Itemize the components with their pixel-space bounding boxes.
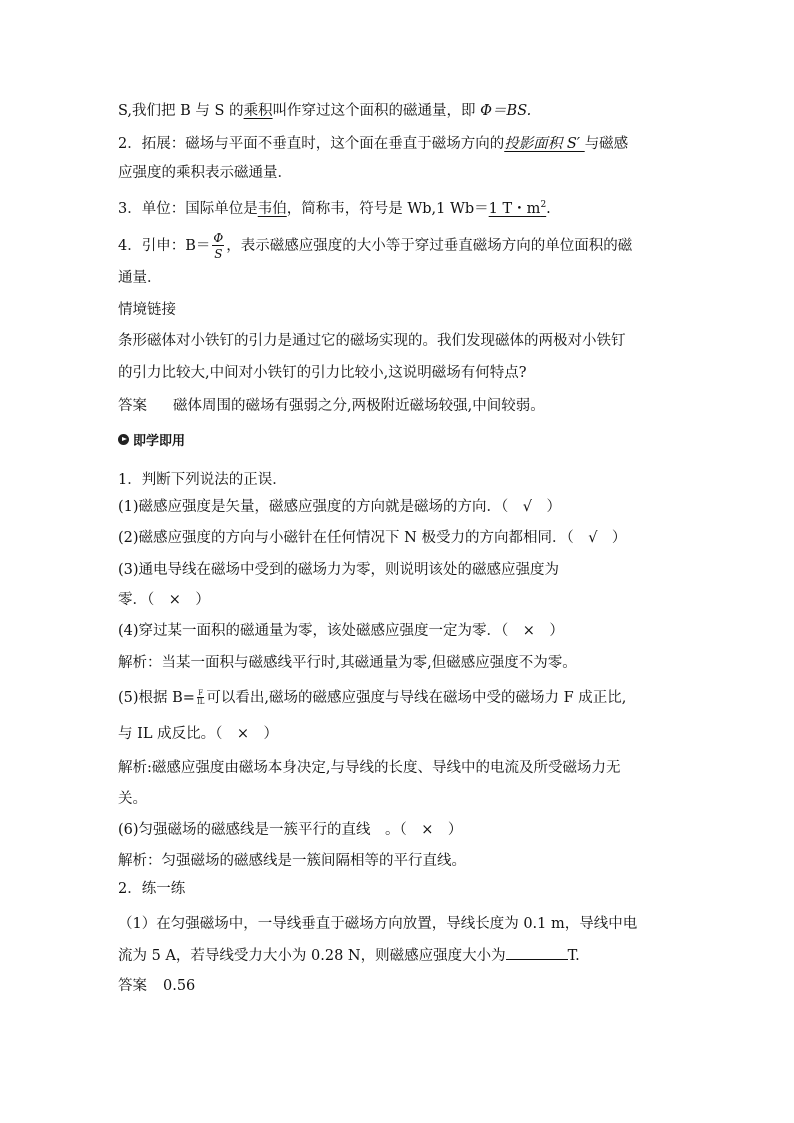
- answer-blank: [506, 945, 568, 960]
- exercise-2-title: 2．练一练: [118, 881, 186, 897]
- unit-text: 1 T・m: [488, 200, 541, 217]
- context-question-line-1: 条形磁体对小铁钉的引力是通过它的磁场实现的。我们发现磁体的两极对小铁钉: [118, 333, 626, 349]
- unit-exponent: 2: [540, 200, 547, 210]
- fraction-denominator: IL: [196, 698, 205, 706]
- item-2-continuation: [118, 163, 680, 183]
- fraction-phi-over-s: [212, 232, 224, 260]
- statement-5-analysis-line-2: 关。: [118, 791, 147, 807]
- item-3-unit: [118, 195, 680, 219]
- answer-value: 0.56: [163, 978, 196, 994]
- context-title: 情境链接: [118, 302, 176, 318]
- fraction-numerator: Φ: [213, 231, 224, 245]
- blank-answer-unit: [489, 201, 547, 217]
- flux-definition-line: [118, 101, 680, 121]
- statement-6: (6)匀强磁场的磁感线是一簇平行的直线 。（ × ）: [118, 822, 463, 838]
- text-run: 4．引申：B＝: [118, 238, 211, 254]
- text-run: 2．拓展：磁场与平面不垂直时，这个面在垂直于磁场方向的: [118, 136, 505, 152]
- text-run: (5)根据 B=: [118, 690, 195, 706]
- answer-label: 答案: [118, 398, 147, 414]
- blank-answer-product: 乘积: [243, 103, 273, 119]
- statement-5-analysis-line-1: 解析:磁感应强度由磁场本身决定,与导线的长度、导线中的电流及所受磁场力无: [118, 760, 621, 776]
- item-4-continuation: [118, 268, 680, 288]
- statement-1: (1)磁感应强度是矢量，磁感应强度的方向就是磁场的方向．（ √ ）: [118, 499, 562, 515]
- text-run: T.: [567, 948, 580, 964]
- text-run: 3．单位：国际单位是: [118, 200, 258, 217]
- text-run: 通量．: [118, 270, 162, 286]
- statement-4: (4)穿过某一面积的磁通量为零，该处磁感应强度一定为零．（ × ）: [118, 623, 564, 639]
- text-run: 可以看出,磁场的磁感应强度与导线在磁场中受的磁场力 F 成正比,: [206, 690, 627, 706]
- blank-answer-projection-area: 投影面积 S′: [504, 136, 585, 152]
- section-header-practice: [118, 430, 185, 449]
- text-run: .: [546, 200, 551, 217]
- context-question-line-2: 的引力比较大,中间对小铁钉的引力比较小,这说明磁场有何特点?: [118, 365, 527, 381]
- text-run: 叫作穿过这个面积的磁通量，即: [272, 103, 481, 119]
- statement-2: (2)磁感应强度的方向与小磁针在任何情况下 N 极受力的方向都相同．（ √ ）: [118, 530, 627, 546]
- text-run: ，简称韦，符号是 Wb,1 Wb＝: [286, 200, 489, 217]
- statement-6-analysis: 解析：匀强磁场的磁感线是一簇间隔相等的平行直线。: [118, 853, 466, 869]
- item-4-extension: [118, 232, 680, 260]
- item-2-extension: [118, 134, 680, 154]
- section-title: 即学即用: [133, 434, 186, 449]
- blank-answer-weber: 韦伯: [257, 200, 287, 217]
- flux-formula: Φ＝BS.: [480, 103, 532, 119]
- fraction-f-over-il: [197, 690, 204, 706]
- text-run: S,我们把 B 与 S 的: [118, 103, 244, 119]
- text-run: 与磁感: [584, 136, 629, 152]
- play-bullet-icon: [118, 434, 129, 445]
- exercise-2-answer: [118, 976, 680, 996]
- fraction-denominator: S: [214, 247, 223, 261]
- statement-4-analysis: 解析：当某一面积与磁感线平行时,其磁通量为零,但磁感应强度不为零。: [118, 655, 577, 671]
- context-answer: [118, 396, 680, 416]
- exercise-2-question-line-1: （1）在匀强磁场中，一导线垂直于磁场方向放置，导线长度为 0.1 m，导线中电: [118, 916, 638, 932]
- statement-3-line-2: 零．（ × ）: [118, 592, 210, 608]
- text-run: 应强度的乘积表示磁通量．: [118, 165, 292, 181]
- statement-5-line-1: [118, 688, 680, 708]
- exercise-2-question-line-2: [118, 945, 680, 966]
- text-run: 流为 5 A，若导线受力大小为 0.28 N，则磁感应强度大小为: [118, 948, 506, 964]
- answer-text: 磁体周围的磁场有强弱之分,两极附近磁场较强,中间较弱。: [173, 398, 545, 414]
- statement-3-line-1: (3)通电导线在磁场中受到的磁场力为零，则说明该处的磁感应强度为: [118, 562, 560, 578]
- answer-label: 答案: [118, 978, 147, 994]
- exercise-1-title: 1．判断下列说法的正误．: [118, 472, 287, 488]
- text-run: ，表示磁感应强度的大小等于穿过垂直磁场方向的单位面积的磁: [226, 238, 633, 254]
- statement-5-line-2: 与 IL 成反比。（ × ）: [118, 726, 278, 742]
- fraction-numerator: F: [198, 689, 204, 697]
